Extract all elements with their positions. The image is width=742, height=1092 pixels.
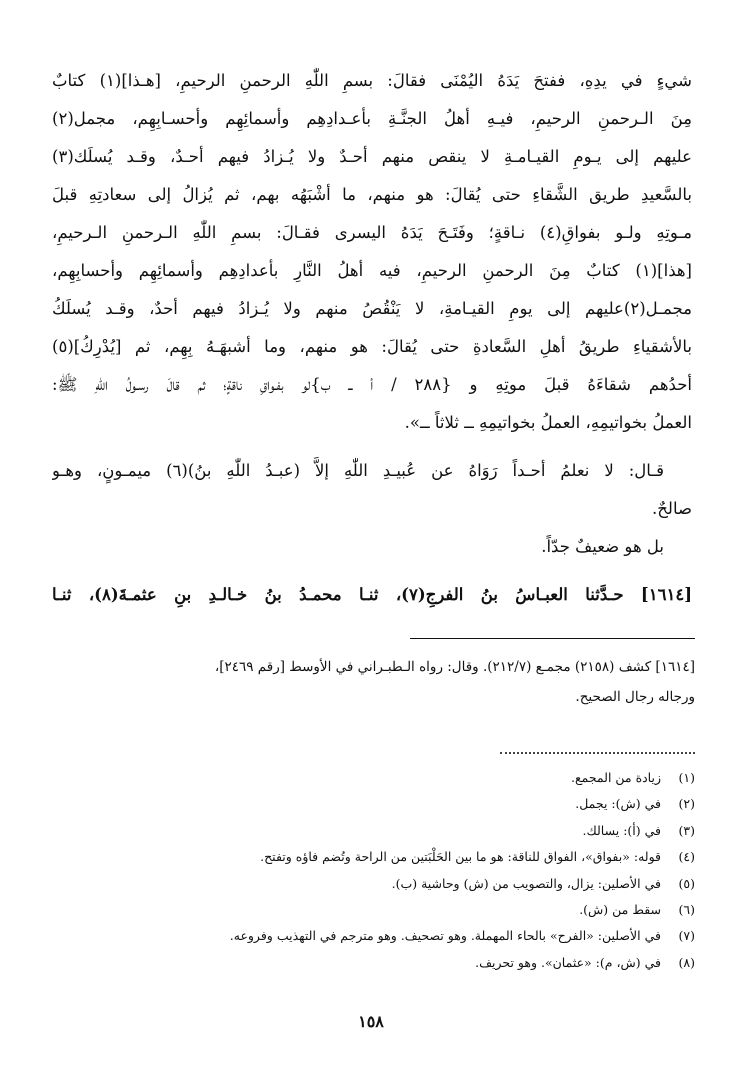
footnote-text: في الأصلين: يزال، والتصويب من (ش) وحاشية (ب). bbox=[391, 875, 662, 891]
footnote-text: في الأصلين: «الفرح» بالحاء المهملة. وهو تصحيف. وهو مترجم في التهذيب وفروعه. bbox=[229, 928, 662, 944]
commentary-line: بل هو ضعيفٌ جدّاً. bbox=[541, 537, 664, 556]
footnote bbox=[52, 765, 695, 791]
commentary-line: صالحٌ. bbox=[652, 499, 692, 518]
footnote-separator bbox=[410, 638, 695, 639]
footnote-number: (٤) bbox=[678, 849, 695, 865]
main-text-line: أحدُهم شقاءَهُ قبلَ موتِهِ و {٢٨٨ / أ ــ ب}لو بفـواقِ ناقةٍ؛ ثم قالَ رسـولُ اللّٰهِ ﷺ: bbox=[52, 375, 692, 394]
footnote bbox=[52, 818, 695, 844]
commentary-line: قـال: لا نعلمُ أحـداً رَوَاهُ عن عُبيـدِ اللّٰهِ إلاَّ (عبـدُ اللّٰهِ بنُ)(٦) ميمـونٍ، وهـو bbox=[52, 461, 664, 480]
footnote bbox=[52, 923, 695, 949]
footnote-text: في (ش، م): «عثمان». وهو تحريف. bbox=[475, 954, 662, 970]
main-text-line: بالأشقياءِ طريقُ أهلِ السَّعادةِ حتى يُقالَ: هو منهم، وما أشبهَـهُ بِهِم، ثم [يُدْرِكُ](٥) bbox=[52, 337, 692, 356]
main-text bbox=[52, 62, 692, 614]
footnote bbox=[52, 871, 695, 897]
page-number: ١٥٨ bbox=[358, 1012, 384, 1031]
footnote-text: في (أ): يسالك. bbox=[582, 822, 662, 838]
main-text-line: [هذا](١) كتابٌ مِنَ الرحمنِ الرحيمِ، فيه أهلُ النَّارِ بأعدادِهِم وأسمائِهِم وأحسابِهِم، bbox=[52, 261, 692, 280]
footnote-text: في (ش): يجمل. bbox=[575, 796, 662, 812]
footnote-number: (٨) bbox=[678, 954, 695, 970]
footnotes-list bbox=[52, 765, 695, 976]
paragraph-gap bbox=[52, 566, 692, 576]
footnote-number: (٣) bbox=[678, 822, 695, 838]
footnote-number: (٢) bbox=[678, 796, 695, 812]
footnote-number: (١) bbox=[678, 770, 695, 785]
footnote bbox=[52, 791, 695, 817]
footnote-number: (٥) bbox=[678, 875, 695, 891]
main-text-line: شيءٍ في يدِهِ، ففتحَ يَدَهُ اليُمْنَى فقالَ: بسمِ اللّٰهِ الرحمنِ الرحيمِ، [هـذا](١) كتابٌ bbox=[52, 71, 692, 90]
hadith-heading-line: [١٦١٤] حـدَّثنا العبـاسُ بنُ الفرجِ(٧)، ثنـا محمـدُ بنُ خـالـدِ بنِ عثمـةَ(٨)، ثنـا bbox=[52, 585, 692, 604]
takhrij-section bbox=[52, 652, 695, 712]
takhrij-line: [١٦١٤] كشف (٢١٥٨) مجمـع (٢١٢/٧). وقال: رواه الـطبـراني في الأوسط [رقم ٢٤٦٩]، bbox=[214, 659, 695, 675]
footnote-text: سقط من (ش). bbox=[579, 901, 662, 917]
main-text-line: بالسَّعيدِ طريق الشَّقاءِ حتى يُقالَ: هو منهم، ما أشْبَهُه بهم، ثم يُزالُ إلى سعادتِهِ قبلَ bbox=[52, 185, 692, 204]
main-text-line: عليهم إلى يـومِ القيـامـةِ لا ينقص منهم أحـدٌ ولا يُـزادُ فيهم أحـدٌ، وقـد يُسلَك(٣) bbox=[52, 147, 692, 166]
takhrij-line: ورجاله رجال الصحيح. bbox=[575, 689, 695, 705]
footnote-text: قوله: «بفواق»، الفواق للناقة: هو ما بين الحَلْبَتين من الراحة وتُضم فاؤه وتفتح. bbox=[260, 849, 662, 865]
footnote-dotted-separator bbox=[500, 752, 695, 754]
footnote-number: (٦) bbox=[678, 901, 695, 917]
footnote bbox=[52, 950, 695, 976]
footnote bbox=[52, 897, 695, 923]
footnote-text: زيادة من المجمع. bbox=[570, 770, 662, 785]
footnote bbox=[52, 844, 695, 870]
main-text-line: مـوتِهِ ولـو بفواقِ(٤) نـاقةٍ؛ وفَتَـحَ يَدَهُ اليسرى فقـالَ: بسمِ اللّٰهِ الـرحمنِ الـرحيمِ، bbox=[52, 223, 692, 242]
footnote-number: (٧) bbox=[678, 928, 695, 944]
main-text-line: العملُ بخواتيمِهِ، العملُ بخواتيمِهِ ــ ثلاثاً ــ». bbox=[404, 413, 692, 432]
paragraph-gap bbox=[52, 442, 692, 452]
main-text-line: مجمـل(٢)عليهم إلى يومِ القيـامةِ، لا يَنْقُصُ منهم ولا يُـزادُ فيهم أحدٌ، وقـد يُسلَكُ bbox=[52, 299, 692, 318]
main-text-line: مِنَ الـرحمنِ الرحيمِ، فيـهِ أهلُ الجنَّـةِ بأعـدادِهِم وأسمائِهِم وأحسـابِهِم، مجمل(٢) bbox=[52, 109, 692, 128]
